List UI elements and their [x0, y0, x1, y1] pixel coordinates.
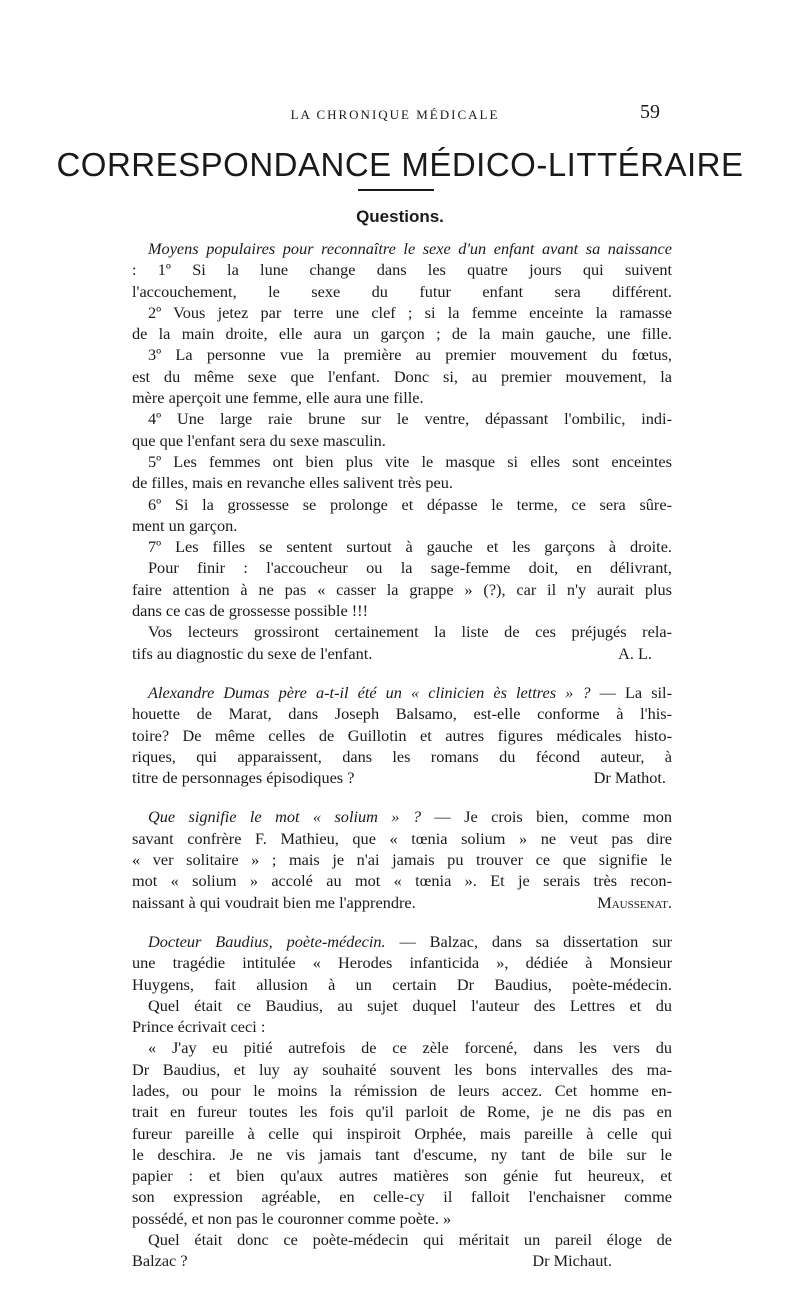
q1-line: dans ce cas de grossesse possible !!! [132, 601, 369, 621]
q3-line: mot « solium » accolé au mot « tœnia ». Et je serais très recon- [132, 871, 672, 891]
q2-line: titre de personnages épisodiques ? Dr Mathot. [132, 768, 666, 788]
q1-line: Pour finir : l'accoucheur ou la sage-femme doit, en délivrant, [148, 558, 672, 578]
q1-line: 4º Une large raie brune sur le ventre, dépassant l'ombilic, indi- [148, 409, 672, 429]
q4-line: le deschira. Je ne vis jamais tant d'escume, ny tant de bile sur le [132, 1144, 672, 1164]
q4-line: fureur pareille à celle qui inspiroit Orphée, mais pareille à celle qui [132, 1123, 672, 1143]
q4-line: Huygens, fait allusion à un certain Dr Baudius, poète-médecin. [132, 974, 672, 994]
q2-line: toire? De même celles de Guillotin et autres figures médicales histo- [132, 725, 672, 745]
q1-line: 7º Les filles se sentent surtout à gauche et les garçons à droite. [148, 537, 672, 557]
q1-line: faire attention à ne pas « casser la grappe » (?), car il n'y aurait plus [132, 579, 672, 599]
q4-line: Docteur Baudius, poète-médecin. — Balzac, dans sa dissertation sur [148, 931, 673, 951]
q3-line: naissant à qui voudrait bien me l'apprendre. Maussenat. [132, 892, 672, 912]
q1-line: tifs au diagnostic du sexe de l'enfant. A. L. [132, 643, 652, 663]
q1-line: l'accouchement, le sexe du futur enfant sera différent. [132, 281, 672, 301]
signature: Maussenat. [597, 892, 672, 912]
q4-line: Prince écrivait ceci : [132, 1017, 266, 1037]
q1-title: Moyens populaires pour reconnaître le sexe d'un enfant avant sa naissance [148, 239, 672, 258]
q4-line: possédé, et non pas le couronner comme poète. » [132, 1208, 452, 1228]
q4-line: une tragédie intitulée « Herodes infanticida », dédiée à Monsieur [132, 953, 672, 973]
q4-line: Balzac ? Dr Michaut. [132, 1251, 612, 1271]
q1-line: mère aperçoit une femme, elle aura une fille. [132, 388, 424, 408]
q2-line: riques, qui apparaissent, dans les romans du fécond auteur, à [132, 746, 672, 766]
q1-line: 5º Les femmes ont bien plus vite le masque si elles sont enceintes [148, 451, 672, 471]
q1-line: : 1º Si la lune change dans les quatre jours qui suivent [132, 260, 672, 280]
signature: A. L. [618, 643, 652, 663]
q1-line: Vos lecteurs grossiront certainement la liste de ces préjugés rela- [148, 622, 672, 642]
q4-line: Quel était ce Baudius, au sujet duquel l'auteur des Lettres et du [148, 995, 672, 1015]
section-subtitle: Questions. [356, 207, 444, 226]
running-head: LA CHRONIQUE MÉDICALE [290, 107, 500, 122]
q1-line: que que l'enfant sera du sexe masculin. [132, 430, 386, 450]
q3-line: Que signifie le mot « solium » ? — Je crois bien, comme mon [148, 807, 672, 827]
article-body [132, 238, 672, 1272]
q4-line: trait en fureur toutes les fois qu'il parloit de Rome, je ne dis pas en [132, 1102, 672, 1122]
q1-line [132, 238, 672, 259]
title-rule [358, 189, 434, 191]
q4-line: lades, ou pour le moins la rémission de leurs accez. Cet homme en- [132, 1080, 672, 1100]
q4-line: Quel était donc ce poète-médecin qui méritait un pareil éloge de [148, 1230, 672, 1250]
q2-line: Alexandre Dumas père a-t-il été un « clinicien ès lettres » ? — La sil- [148, 682, 672, 702]
q4-line: « J'ay eu pitié autrefois de ce zèle forcené, dans les vers du [148, 1038, 672, 1058]
q1-line: 2º Vous jetez par terre une clef ; si la femme enceinte la ramasse [148, 302, 672, 322]
q1-line: 3º La personne vue la première au premier mouvement du fœtus, [148, 345, 672, 365]
q1-line: de filles, mais en revanche elles salivent très peu. [132, 473, 453, 493]
q3-line: « ver solitaire » ; mais je n'ai jamais pu trouver ce que signifie le [132, 850, 672, 870]
q4-title: Docteur Baudius, poète-médecin. [148, 931, 386, 951]
page-number: 59 [640, 101, 660, 123]
main-title: CORRESPONDANCE MÉDICO-LITTÉRAIRE [56, 146, 744, 183]
q3-line: savant confrère F. Mathieu, que « tœnia solium » ne veut pas dire [132, 828, 672, 848]
q2-title: Alexandre Dumas père a-t-il été un « clinicien ès lettres » ? [148, 682, 591, 702]
q4-line: papier : et bien qu'aux autres matières son génie fut heureux, et [132, 1166, 672, 1186]
q3-title: Que signifie le mot « solium » ? [148, 807, 422, 827]
signature: Dr Michaut. [532, 1251, 612, 1271]
q4-line: son expression agréable, en celle-cy il falloit l'enchaisner comme [132, 1187, 672, 1207]
q2-line: houette de Marat, dans Joseph Balsamo, est-elle conforme à l'his- [132, 704, 672, 724]
q1-line: ment un garçon. [132, 515, 238, 535]
signature: Dr Mathot. [593, 768, 666, 788]
q1-line: est du même sexe que l'enfant. Donc si, au premier mouvement, la [132, 366, 672, 386]
q1-line: 6º Si la grossesse se prolonge et dépasse le terme, ce sera sûre- [148, 494, 672, 514]
q4-line: Dr Baudius, et luy ay souhaité souvent les bons intervalles des ma- [132, 1059, 672, 1079]
q1-line: de la main droite, elle aura un garçon ; de la main gauche, une fille. [132, 324, 672, 344]
